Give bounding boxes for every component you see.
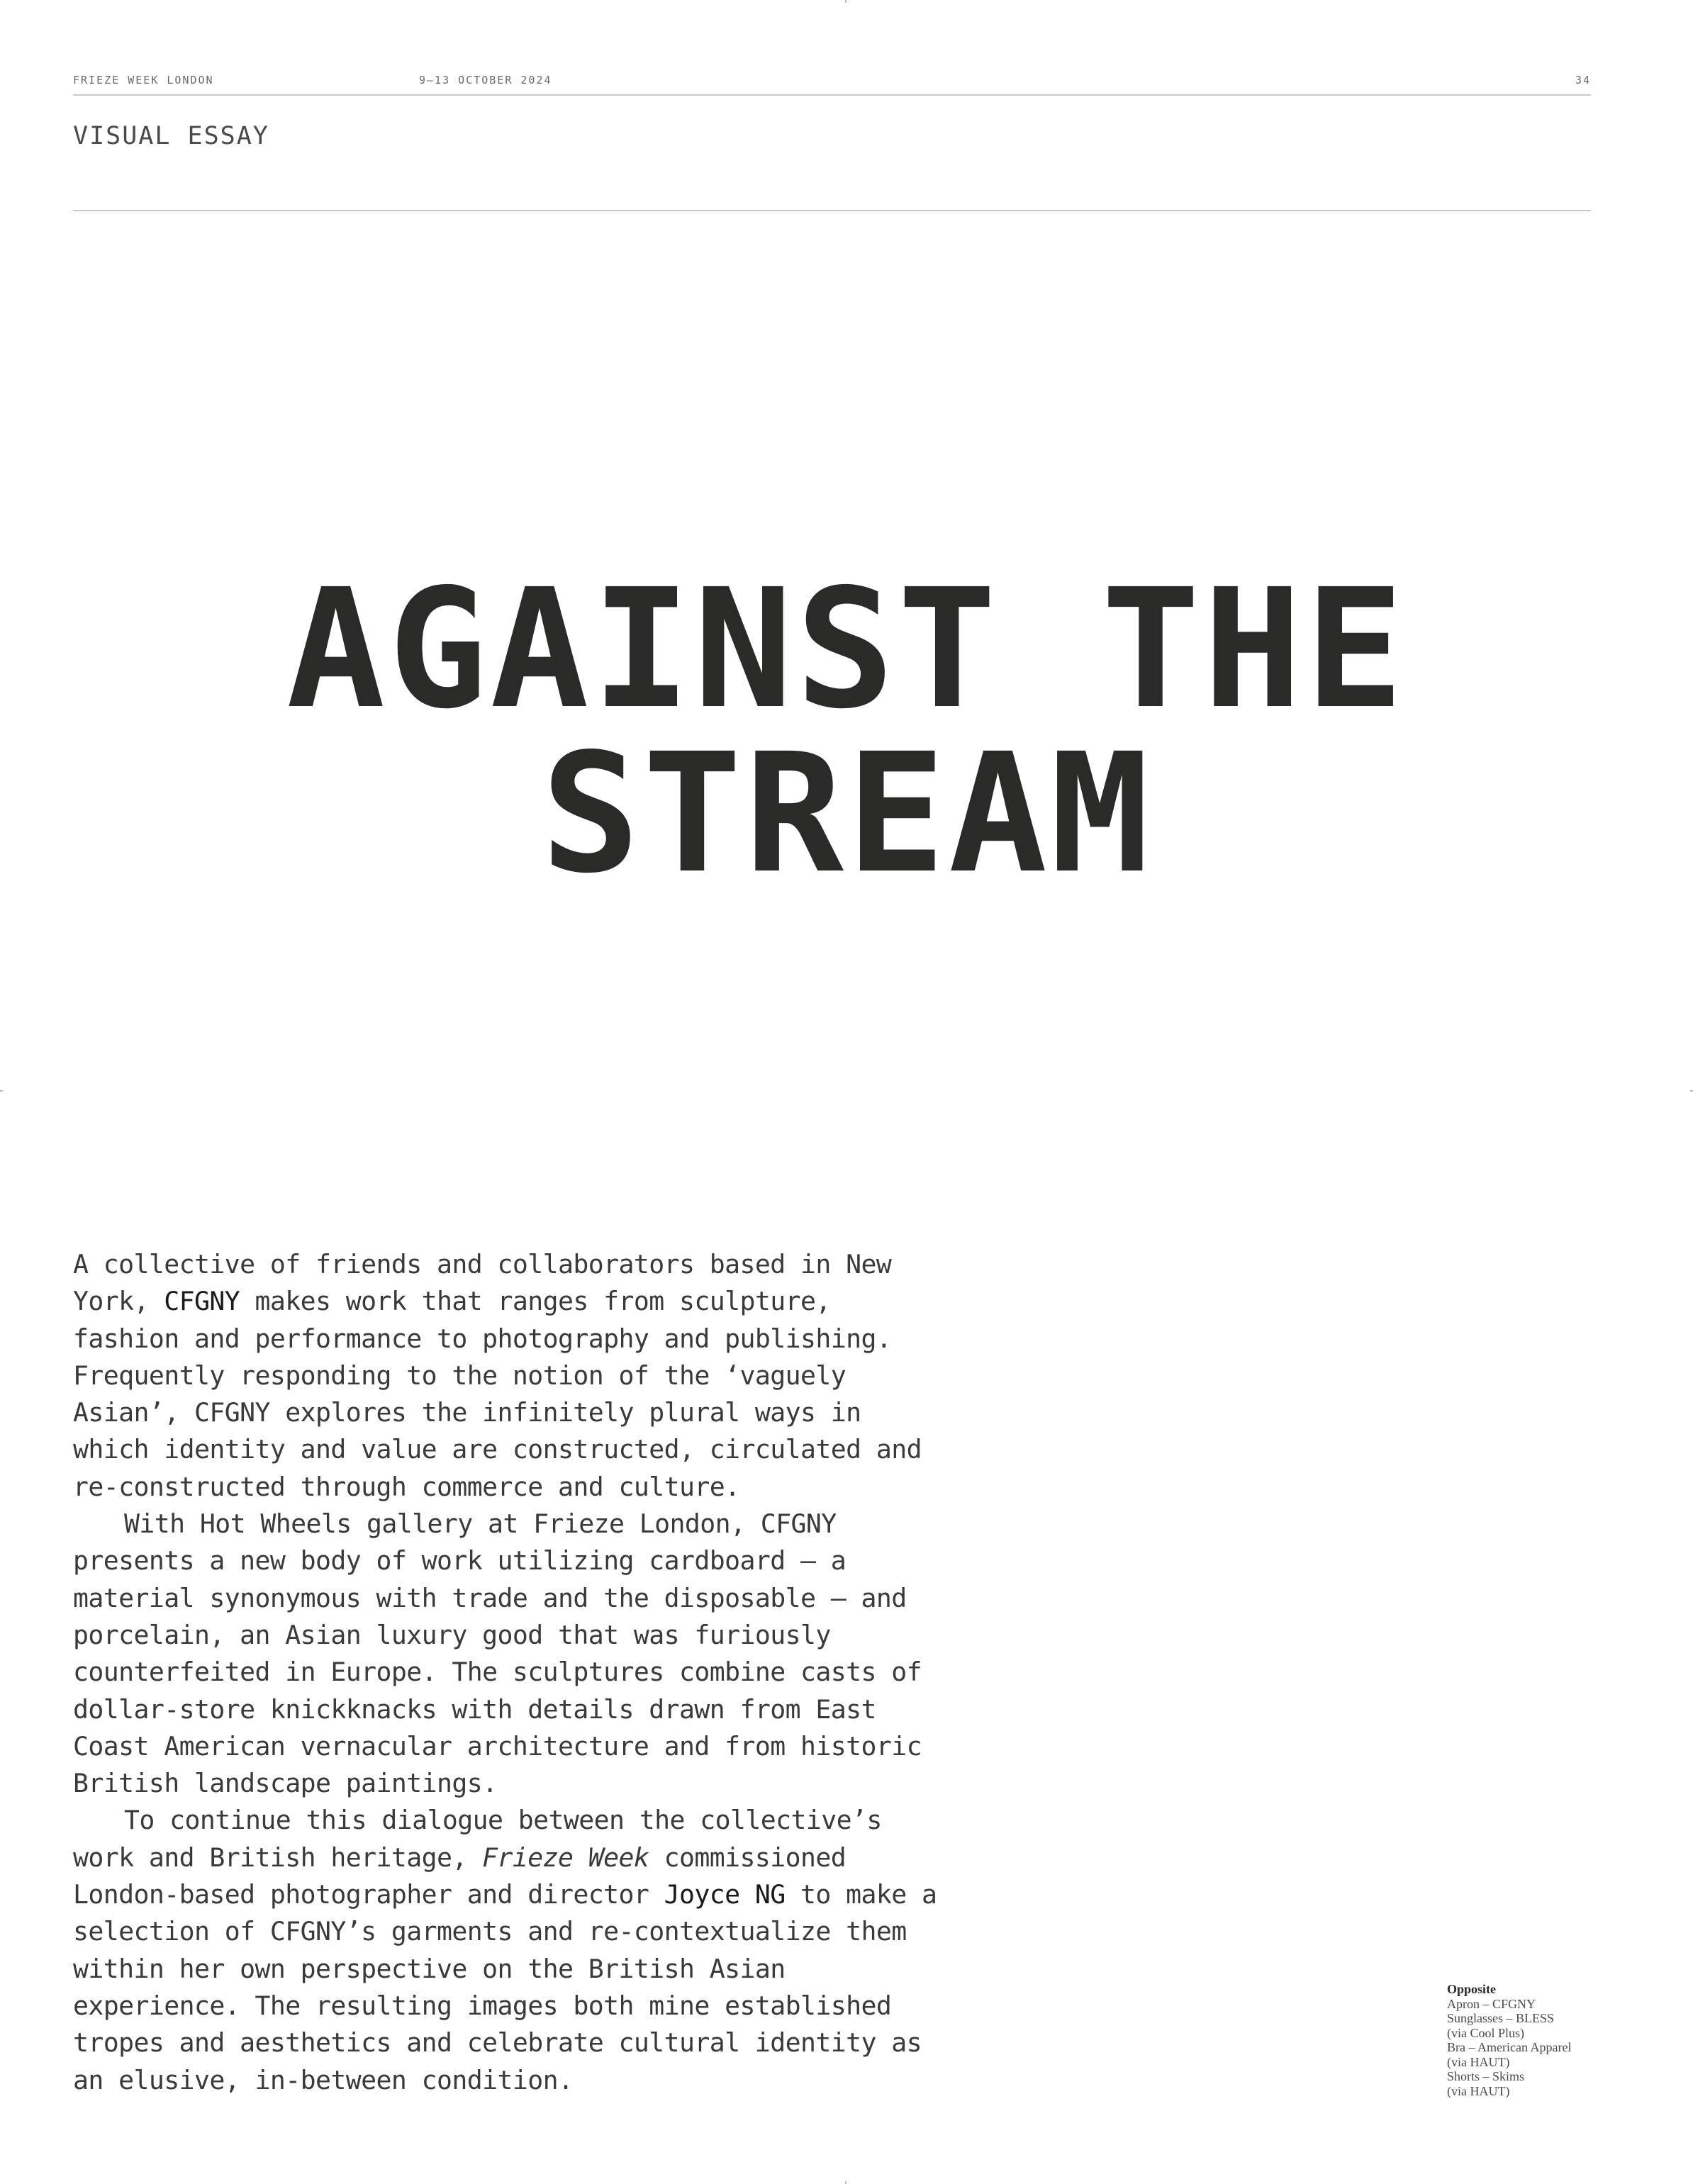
crop-mark [845,2181,846,2184]
header-divider [73,94,1591,96]
issue-dates: 9–13 OCTOBER 2024 [419,74,552,86]
paragraph-1: A collective of friends and collaborators based in New York, CFGNY makes work that ranges from sculpture, fashion and performance to photography and publishing. Frequently responding to the notion of the ‘vaguely Asian’, CFGNY explores the infinitely plural ways in which identity and value are constructed, circulated and re-constructed through commerce and culture. [73,1249,922,1502]
paragraph-2: With Hot Wheels gallery at Frieze London, CFGNY presents a new body of work utilizing cardboard – a material synonymous with trade and the disposable – and porcelain, an Asian luxury good that was furiously counterfeited in Europe. The sculptures combine casts of dollar-store knickknacks with details drawn from East Coast American vernacular architecture and from historic British landscape paintings. [73,1508,922,1799]
caption-line: Bra – American Apparel [1447,2040,1572,2054]
caption-line: (via HAUT) [1447,2083,1510,2098]
page-number: 34 [1575,74,1591,86]
crop-mark [845,0,846,3]
section-divider [73,210,1591,211]
section-label: VISUAL ESSAY [73,122,269,150]
crop-mark [0,1090,3,1092]
paragraph-3: To continue this dialogue between the collective’s work and British heritage, Frieze Week commissioned London-based photographer and director Joyce NG to make a selection of CFGNY’s garments and re-contextualize them within her own perspective on the British Asian experience. The resulting images both mine established tropes and aesthetics and celebrate cultural identity as an elusive, in-between condition. [73,1805,937,2095]
caption-line: (via HAUT) [1447,2054,1510,2069]
caption-line: (via Cool Plus) [1447,2025,1525,2040]
running-header [73,74,1591,91]
publication-title: Frieze Week [482,1842,649,1873]
artist-name: CFGNY [164,1286,240,1317]
photographer-name: Joyce NG [664,1879,786,1910]
title-line-1: AGAINST THE [286,554,1407,745]
article-body [73,1246,938,2099]
caption-heading: Opposite [1447,1982,1497,1996]
caption-line: Shorts – Skims [1447,2069,1525,2083]
title-line-2: STREAM [540,718,1153,909]
image-caption [1447,1982,1603,2098]
caption-line: Apron – CFGNY [1447,1996,1536,2011]
crop-mark [1690,1090,1693,1092]
caption-line: Sunglasses – BLESS [1447,2011,1555,2025]
article-title [0,554,1693,909]
publication-name: FRIEZE WEEK LONDON [73,74,214,86]
